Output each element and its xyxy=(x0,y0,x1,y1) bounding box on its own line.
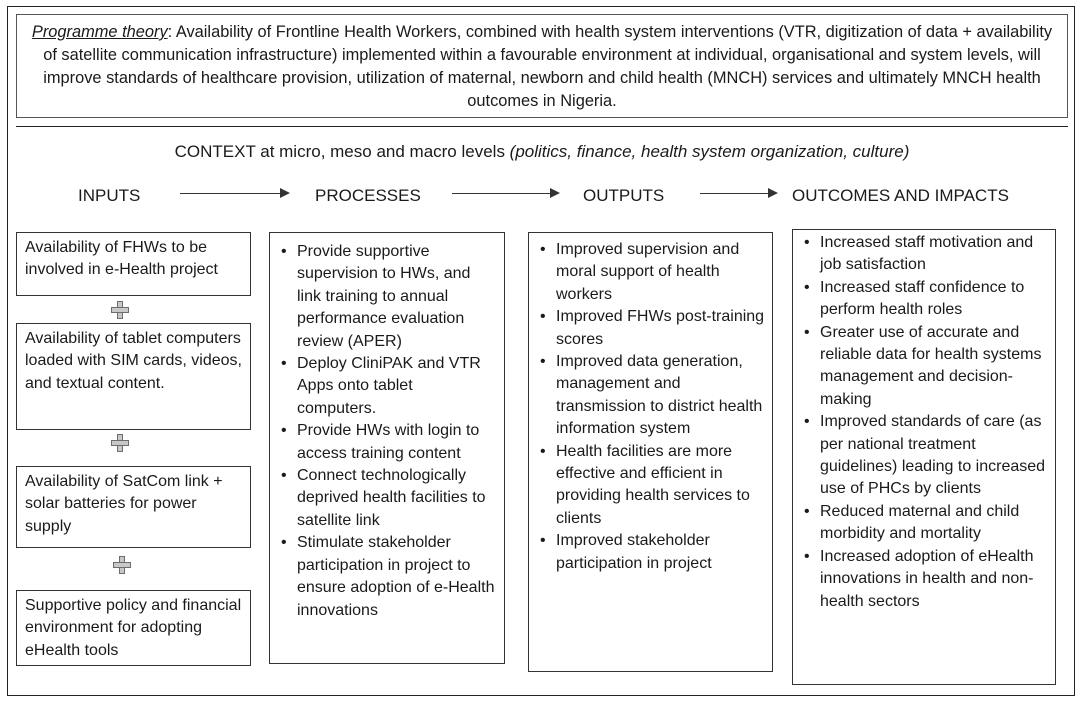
stage-label-outputs: OUTPUTS xyxy=(583,186,665,205)
stage-label-inputs: INPUTS xyxy=(78,186,141,205)
input-text: Availability of SatCom link + solar batteries for power supply xyxy=(25,473,223,535)
process-item: • Connect technologically deprived health facilities to satellite link xyxy=(276,465,496,532)
outcome-item: • Increased adoption of eHealth innovations in health and non-health sectors xyxy=(799,546,1049,613)
input-box-tablets xyxy=(16,323,251,430)
processes-list xyxy=(276,241,496,622)
input-box-satcom xyxy=(16,466,251,548)
programme-theory-lead: Programme theory xyxy=(31,23,168,41)
process-item: • Provide supportive supervision to HWs, and link training to annual performance evaluation review (APER) xyxy=(276,241,496,353)
arrow-processes-to-outputs xyxy=(452,193,558,194)
outcome-item: • Greater use of accurate and reliable data for health systems management and decision-making xyxy=(799,322,1049,412)
input-text: Availability of FHWs to be involved in e-Health project xyxy=(25,239,218,279)
outcomes-list xyxy=(799,232,1049,613)
context-heading xyxy=(0,142,1084,162)
outcome-item: • Increased staff motivation and job satisfaction xyxy=(799,232,1049,277)
output-item: • Improved supervision and moral support of health workers xyxy=(535,239,766,306)
input-box-policy xyxy=(16,590,251,666)
plus-icon xyxy=(113,556,131,574)
context-italic: (politics, finance, health system organization, culture) xyxy=(509,142,910,161)
outcome-item: • Increased staff confidence to perform health roles xyxy=(799,277,1049,322)
outputs-box xyxy=(528,232,773,672)
input-text: Availability of tablet computers loaded with SIM cards, videos, and textual content. xyxy=(25,330,242,392)
context-main: CONTEXT at micro, meso and macro levels xyxy=(174,142,510,161)
input-box-fhws xyxy=(16,232,251,296)
process-item: • Stimulate stakeholder participation in project to ensure adoption of e-Health innovations xyxy=(276,532,496,622)
process-item: • Deploy CliniPAK and VTR Apps onto tablet computers. xyxy=(276,353,496,420)
output-item: • Improved FHWs post-training scores xyxy=(535,306,766,351)
stage-label-processes: PROCESSES xyxy=(315,186,421,205)
divider-line xyxy=(16,126,1068,127)
arrow-inputs-to-processes xyxy=(180,193,288,194)
processes-box xyxy=(269,232,505,664)
outputs-list xyxy=(535,239,766,575)
process-item: • Provide HWs with login to access training content xyxy=(276,420,496,465)
programme-theory-box xyxy=(16,14,1068,118)
plus-icon xyxy=(111,434,129,452)
arrow-outputs-to-outcomes xyxy=(700,193,776,194)
outcomes-box xyxy=(792,229,1056,685)
outcome-item: • Improved standards of care (as per national treatment guidelines) leading to increased use of PHCs by clients xyxy=(799,411,1049,501)
output-item: • Improved data generation, management and transmission to district health information system xyxy=(535,351,766,441)
programme-theory-text: : Availability of Frontline Health Workers, combined with health system interventions (VTR, digitization of data + availability of satellite communication infrastructure) implemented within a favourable environment at individual, organisational and system levels, will improve standards of healthcare provision, utilization of maternal, newborn and child health (MNCH) services and ultimately MNCH health outcomes in Nigeria. xyxy=(43,23,1053,110)
plus-icon xyxy=(111,301,129,319)
input-text: Supportive policy and financial environment for adopting eHealth tools xyxy=(25,597,242,659)
outcome-item: • Reduced maternal and child morbidity and mortality xyxy=(799,501,1049,546)
output-item: • Improved stakeholder participation in project xyxy=(535,530,766,575)
stage-label-outcomes: OUTCOMES AND IMPACTS xyxy=(792,186,1009,205)
output-item: • Health facilities are more effective and efficient in providing health services to clients xyxy=(535,441,766,531)
